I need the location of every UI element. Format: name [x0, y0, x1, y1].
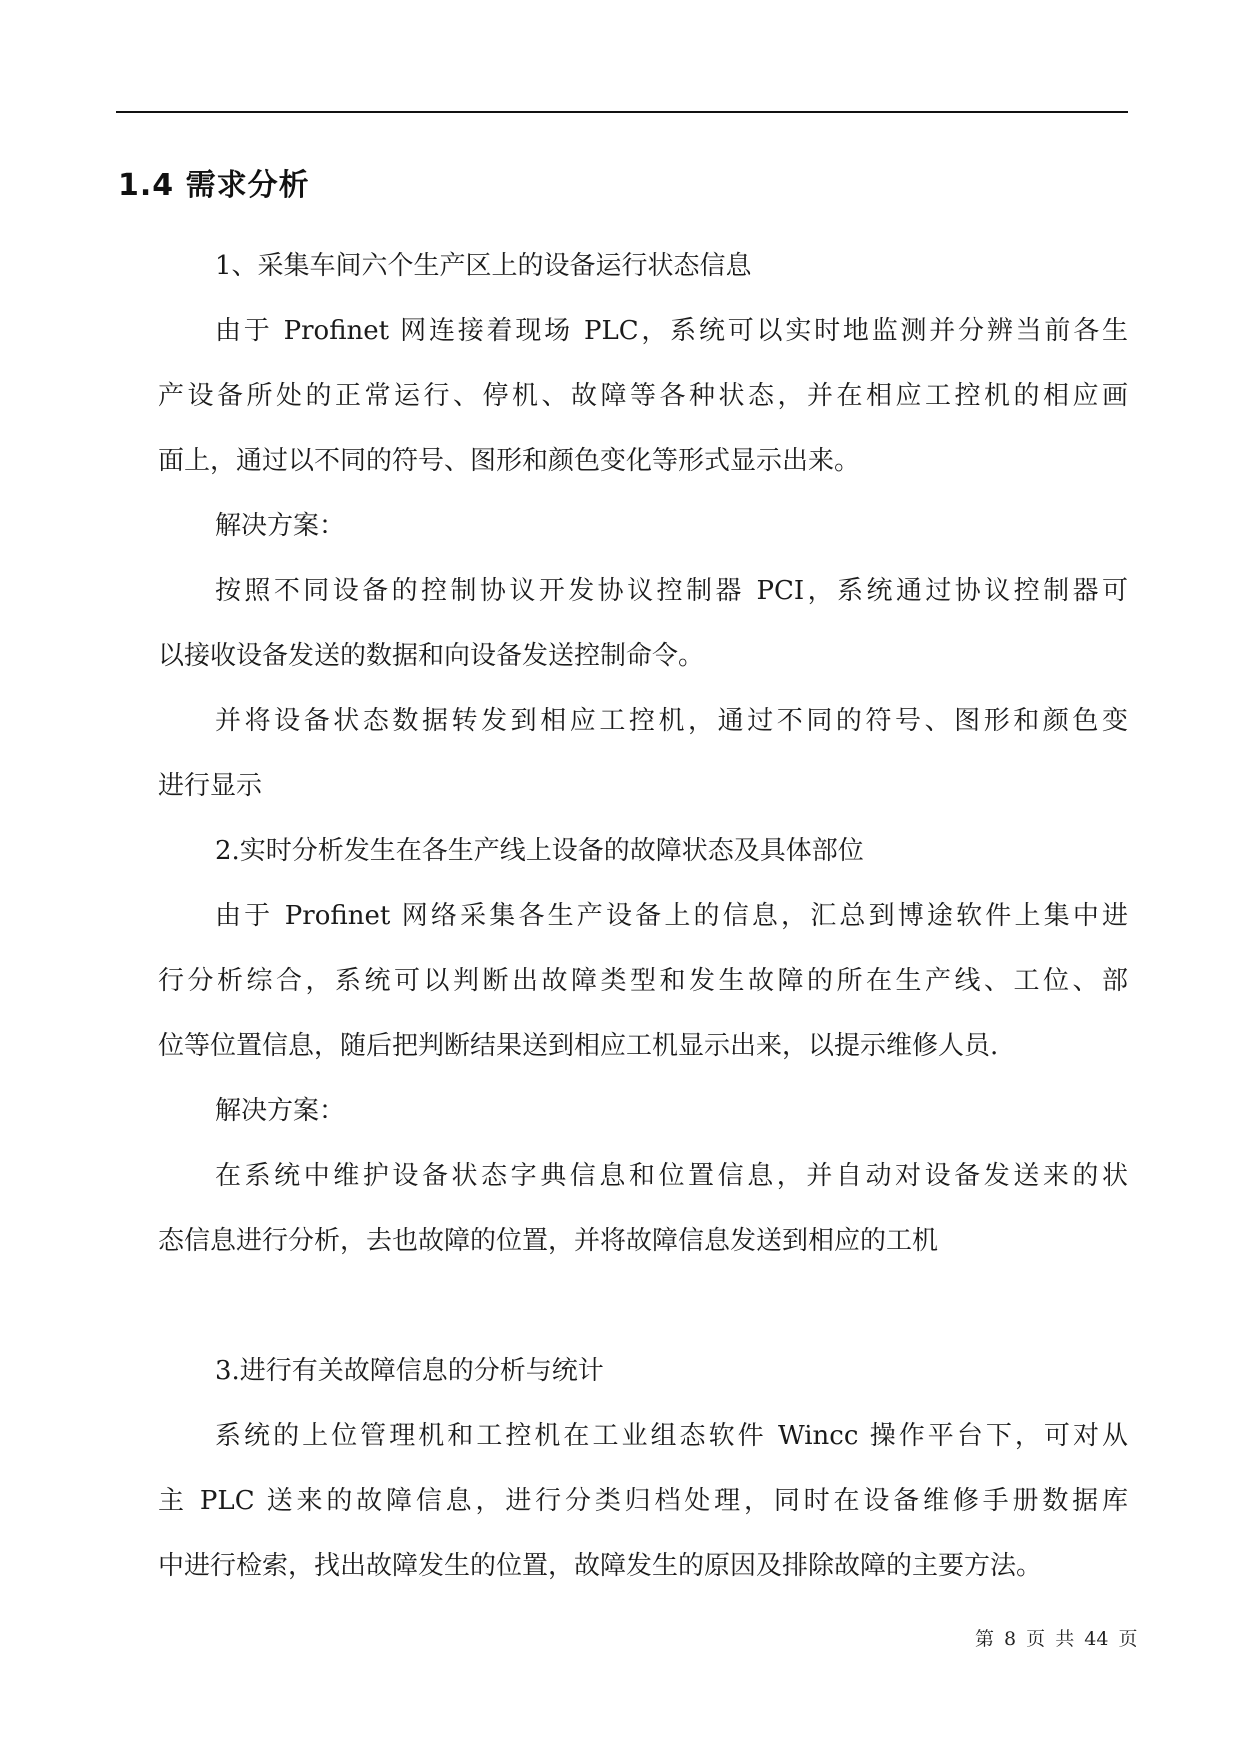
- text-line: 主 PLC 送来的故障信息，进行分类归档处理，同时在设备维修手册数据库: [158, 1486, 1128, 1516]
- paragraph: [158, 1416, 1128, 1586]
- text-line: 以接收设备发送的数据和向设备发送控制命令。: [158, 641, 705, 671]
- text-line: 系统的上位管理机和工控机在工业组态软件 Wincc 操作平台下，可对从: [215, 1421, 1128, 1451]
- text-line: 由于 Profinet 网络采集各生产设备上的信息，汇总到博途软件上集中进: [215, 901, 1128, 931]
- text-line: 由于 Profinet 网连接着现场 PLC，系统可以实时地监测并分辨当前各生: [215, 316, 1128, 346]
- paragraph: [158, 701, 1128, 806]
- text-line: 态信息进行分析，去也故障的位置，并将故障信息发送到相应的工机: [158, 1226, 939, 1256]
- paragraph-solution-label: 解决方案：: [215, 1096, 346, 1126]
- text-line: 中进行检索，找出故障发生的位置，故障发生的原因及排除故障的主要方法。: [158, 1551, 1043, 1581]
- text-line: 进行显示: [158, 771, 263, 801]
- paragraph-item-2-heading: 2.实时分析发生在各生产线上设备的故障状态及具体部位: [215, 836, 864, 866]
- text-line: 位等位置信息，随后把判断结果送到相应工机显示出来，以提示维修人员.: [158, 1031, 999, 1061]
- text-line: 并将设备状态数据转发到相应工控机，通过不同的符号、图形和颜色变: [215, 706, 1128, 736]
- text-line: 1、采集车间六个生产区上的设备运行状态信息: [215, 251, 752, 281]
- header-rule: [116, 111, 1128, 113]
- paragraph: [158, 311, 1128, 481]
- paragraph-solution-label: 解决方案：: [215, 511, 346, 541]
- paragraph-item-1-heading: [158, 246, 1128, 286]
- paragraph: [158, 896, 1128, 1066]
- blank-line: [158, 1286, 1128, 1351]
- text-line: 产设备所处的正常运行、停机、故障等各种状态，并在相应工控机的相应画: [158, 381, 1128, 411]
- paragraph-item-3-heading: 3.进行有关故障信息的分析与统计: [215, 1356, 604, 1386]
- body-text: [158, 246, 1128, 1611]
- section-heading: 1.4 需求分析: [118, 168, 310, 203]
- text-line: 行分析综合，系统可以判断出故障类型和发生故障的所在生产线、工位、部: [158, 966, 1128, 996]
- text-line: 按照不同设备的控制协议开发协议控制器 PCI，系统通过协议控制器可: [215, 576, 1128, 606]
- text-line: 面上，通过以不同的符号、图形和颜色变化等形式显示出来。: [158, 446, 861, 476]
- text-line: 在系统中维护设备状态字典信息和位置信息，并自动对设备发送来的状: [215, 1161, 1128, 1191]
- paragraph: [158, 1156, 1128, 1261]
- paragraph: [158, 571, 1128, 676]
- page-number-footer: 第 8 页 共 44 页: [975, 1628, 1138, 1650]
